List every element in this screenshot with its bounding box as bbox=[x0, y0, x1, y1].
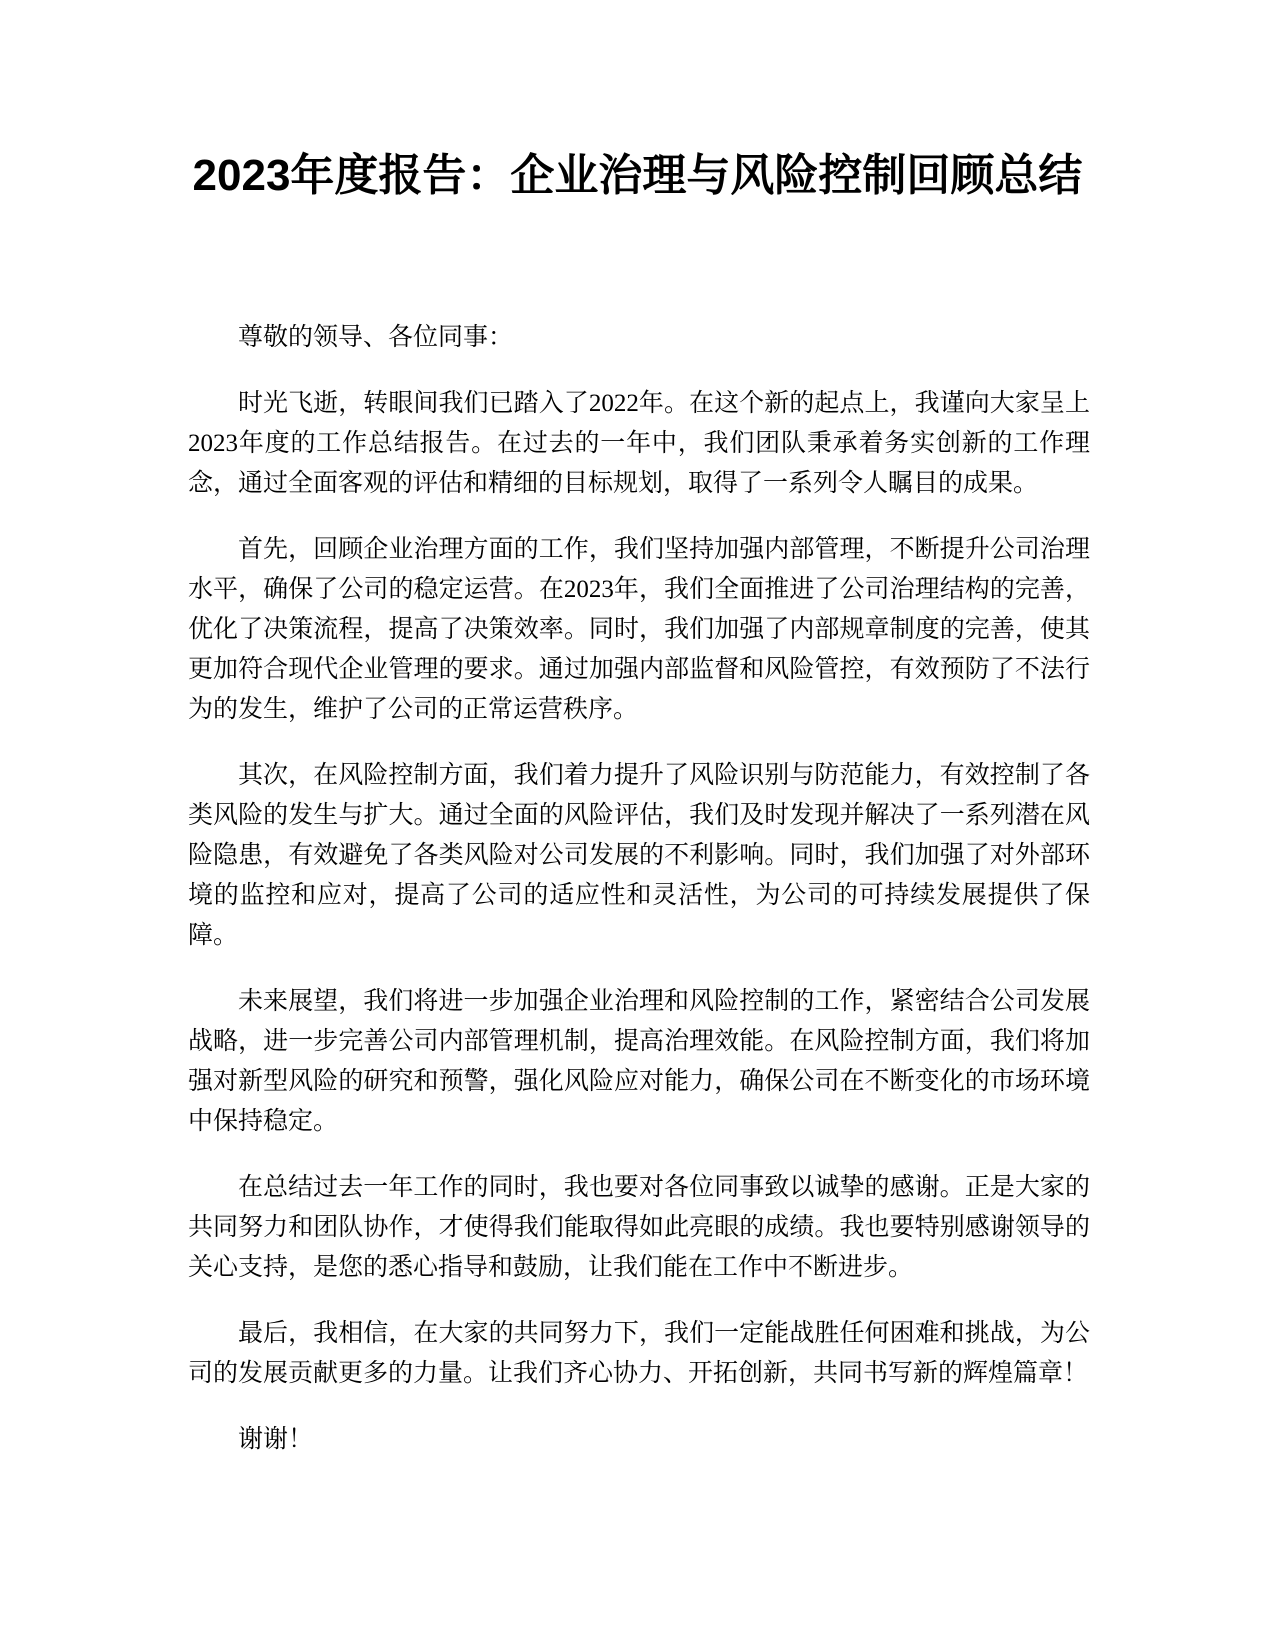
paragraph-outlook: 未来展望，我们将进一步加强企业治理和风险控制的工作，紧密结合公司发展战略，进一步完善公司内部管理机制，提高治理效能。在风险控制方面，我们将加强对新型风险的研究和预警，强化风险应对能力，确保公司在不断变化的市场环境中保持稳定。 bbox=[188, 988, 1090, 1135]
document-body bbox=[188, 318, 1090, 1486]
paragraph-closing: 最后，我相信，在大家的共同努力下，我们一定能战胜任何困难和挑战，为公司的发展贡献更多的力量。让我们齐心协力、开拓创新，共同书写新的辉煌篇章！ bbox=[188, 1320, 1090, 1387]
salutation: 尊敬的领导、各位同事： bbox=[238, 324, 514, 351]
paragraph-thanks: 在总结过去一年工作的同时，我也要对各位同事致以诚挚的感谢。正是大家的共同努力和团队协作，才使得我们能取得如此亮眼的成绩。我也要特别感谢领导的关心支持，是您的悉心指导和鼓励，让我们能在工作中不断进步。 bbox=[188, 1174, 1090, 1281]
document-title: 2023年度报告：企业治理与风险控制回顾总结 bbox=[192, 151, 1083, 200]
sign-off: 谢谢！ bbox=[238, 1426, 314, 1453]
paragraph-intro: 时光飞逝，转眼间我们已踏入了2022年。在这个新的起点上，我谨向大家呈上2023年度的工作总结报告。在过去的一年中，我们团队秉承着务实创新的工作理念，通过全面客观的评估和精细的目标规划，取得了一系列令人瞩目的成果。 bbox=[188, 390, 1090, 497]
paragraph-risk-control: 其次，在风险控制方面，我们着力提升了风险识别与防范能力，有效控制了各类风险的发生与扩大。通过全面的风险评估，我们及时发现并解决了一系列潜在风险隐患，有效避免了各类风险对公司发展的不利影响。同时，我们加强了对外部环境的监控和应对，提高了公司的适应性和灵活性，为公司的可持续发展提供了保障。 bbox=[188, 762, 1090, 949]
paragraph-governance: 首先，回顾企业治理方面的工作，我们坚持加强内部管理，不断提升公司治理水平，确保了公司的稳定运营。在2023年，我们全面推进了公司治理结构的完善，优化了决策流程，提高了决策效率。同时，我们加强了内部规章制度的完善，使其更加符合现代企业管理的要求。通过加强内部监督和风险管控，有效预防了不法行为的发生，维护了公司的正常运营秩序。 bbox=[188, 536, 1090, 723]
